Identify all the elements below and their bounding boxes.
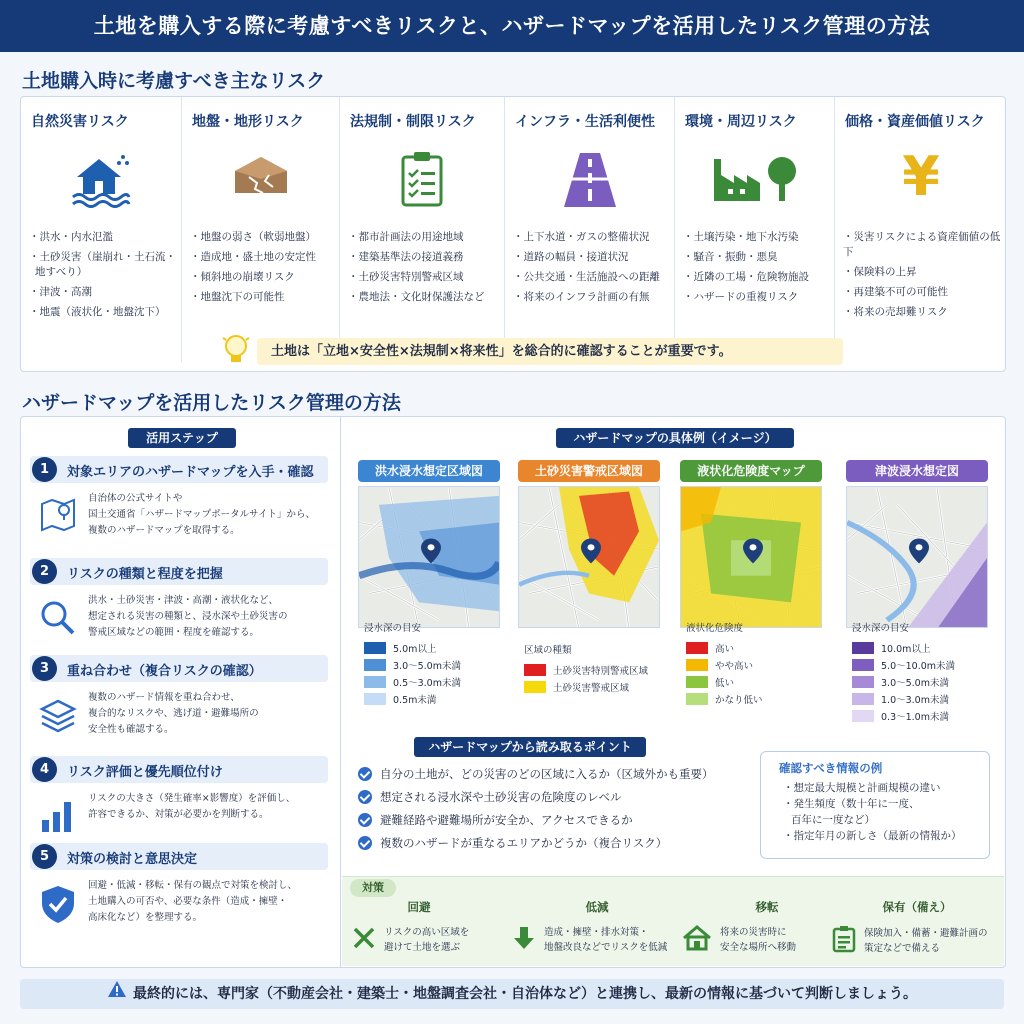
house-flood-icon — [69, 149, 133, 213]
legend-label: 0.5〜3.0m未満 — [393, 677, 461, 689]
legend-row — [686, 673, 826, 690]
measure-item — [832, 925, 988, 957]
measure-text-line: 保険加入・備蓄・避難計画の — [864, 928, 988, 939]
check-circle-icon — [358, 767, 372, 781]
risk-title: 自然災害リスク — [31, 114, 129, 130]
measure-text-line: 将来の災害時に — [720, 927, 787, 938]
step-card — [30, 655, 328, 750]
risk-column — [675, 97, 835, 362]
measure-text-line: 安全な場所へ移動 — [720, 942, 797, 953]
risk-list — [29, 230, 177, 325]
risk-item: ・再建築不可の可能性 — [843, 286, 948, 298]
legend-row — [364, 673, 504, 690]
risk-item: ・傾斜地の崩壊リスク — [190, 271, 295, 283]
step-title: 対策の検討と意思決定 — [67, 852, 198, 867]
section-divider — [340, 417, 341, 967]
legend-swatch — [852, 659, 874, 671]
map-title: 土砂災害警戒区域図 — [518, 460, 660, 482]
legend-row — [852, 690, 992, 707]
step-text-line: リスクの大きさ（発生確率×影響度）を評価し、 — [88, 793, 296, 804]
legend-row — [524, 678, 664, 695]
risk-title: 法規制・制限リスク — [350, 114, 476, 130]
magnifier-icon — [38, 598, 78, 642]
risk-item: ・津波・高潮 — [29, 286, 92, 298]
map-legend — [686, 620, 826, 707]
step-text-line: 複合的なリスクや、逃げ道・避難場所の — [88, 708, 259, 719]
measure-text-line: 避けて土地を選ぶ — [384, 942, 461, 953]
points-label: ハザードマップから読み取るポイント — [414, 737, 646, 757]
legend-swatch — [364, 642, 386, 654]
risk-item: ・地盤沈下の可能性 — [190, 291, 285, 303]
factory-tree-icon — [710, 149, 800, 213]
legend-title: 浸水深の目安 — [852, 623, 910, 634]
legend-swatch — [364, 659, 386, 671]
map-pin-icon — [38, 496, 78, 536]
risk-list — [683, 230, 830, 310]
map-legend — [524, 642, 664, 695]
risk-column — [505, 97, 675, 362]
legend-row — [686, 656, 826, 673]
legend-swatch — [686, 642, 708, 654]
lightbulb-icon — [221, 332, 251, 374]
legend-swatch — [852, 693, 874, 705]
step-text-line: 警戒区域などの範囲・程度を確認する。 — [88, 627, 260, 638]
legend-label: 3.0〜5.0m未満 — [881, 677, 949, 689]
steps-label: 活用ステップ — [128, 428, 236, 448]
risk-title: 価格・資産価値リスク — [845, 114, 985, 130]
legend-row — [524, 661, 664, 678]
layers-icon — [38, 695, 78, 739]
measure-item — [682, 925, 796, 955]
legend-row — [364, 656, 504, 673]
hazard-map-image — [518, 486, 660, 628]
measure-text-line: 策定などで備える — [864, 943, 941, 954]
legend-swatch — [686, 693, 708, 705]
measure-title: 保有（備え） — [882, 900, 952, 914]
hazard-map-image — [358, 486, 500, 628]
legend-label: 0.5m未満 — [393, 694, 437, 706]
legend-row — [686, 639, 826, 656]
legend-title: 浸水深の目安 — [364, 623, 422, 634]
check-circle-icon — [358, 813, 372, 827]
map-title: 津波浸水想定図 — [846, 460, 988, 482]
step-number: 2 — [32, 559, 57, 584]
hazard-map-image — [680, 486, 822, 628]
legend-swatch — [852, 710, 874, 722]
risk-title: インフラ・生活利便性 — [515, 114, 655, 130]
risk-item: ・ハザードの重複リスク — [683, 291, 799, 303]
confirm-item: ・指定年月の新しさ（最新の情報か） — [783, 830, 962, 842]
step-text-line: 自治体の公式サイトや — [88, 493, 183, 504]
confirm-info-box — [760, 751, 990, 859]
cross-icon — [352, 926, 376, 954]
step-text-line: 許容できるか、対策が必要かを判断する。 — [88, 809, 269, 820]
risk-item: ・上下水道・ガスの整備状況 — [513, 231, 650, 243]
legend-row — [364, 690, 504, 707]
point-text: 自分の土地が、どの災害のどの区域に入るか（区域外かも重要） — [380, 767, 714, 781]
step-card — [30, 558, 328, 653]
confirm-item: ・発生頻度（数十年に一度、 — [783, 798, 920, 810]
step-number: 1 — [32, 457, 57, 482]
risk-item: ・地盤の弱さ（軟弱地盤） — [190, 231, 316, 243]
legend-label: 3.0〜5.0m未満 — [393, 660, 461, 672]
risk-column — [835, 97, 1007, 362]
warning-icon — [107, 979, 127, 1009]
legend-label: 10.0m以上 — [881, 643, 931, 655]
measures-panel — [342, 876, 1004, 966]
step-text-line: 想定される災害の種類と、浸水深や土砂災害の — [88, 611, 288, 622]
risk-item: ・地震（液状化・地盤沈下） — [29, 306, 166, 318]
legend-row — [852, 707, 992, 724]
risk-list — [843, 230, 1003, 325]
page-title: 土地を購入する際に考慮すべきリスクと、ハザードマップを活用したリスク管理の方法 — [0, 0, 1024, 52]
risk-item: ・都市計画法の用途地域 — [348, 231, 464, 243]
risk-list — [348, 230, 500, 310]
svg-text:¥: ¥ — [902, 149, 940, 205]
legend-label: 5.0m以上 — [393, 643, 437, 655]
bar-chart-icon — [38, 796, 78, 840]
footer-note — [20, 979, 1004, 1009]
reading-point — [358, 835, 667, 851]
step-title: 対象エリアのハザードマップを入手・確認 — [67, 465, 314, 480]
legend-label: 5.0〜10.0m未満 — [881, 660, 956, 672]
risk-item: ・将来の売却難リスク — [843, 306, 948, 318]
measures-badge: 対策 — [350, 879, 396, 897]
risk-item: ・公共交通・生活施設への距離 — [513, 271, 660, 283]
risk-item: ・農地法・文化財保護法など — [348, 291, 485, 303]
risk-item: 地すべり） — [35, 266, 88, 278]
confirm-title: 確認すべき情報の例 — [779, 761, 883, 775]
reading-point — [358, 766, 714, 782]
risk-column — [182, 97, 340, 362]
measure-title: 移転 — [755, 900, 779, 914]
step-number: 5 — [32, 844, 57, 869]
confirm-item: 百年に一度など） — [791, 814, 875, 826]
legend-swatch — [364, 693, 386, 705]
legend-label: 土砂災害特別警戒区域 — [553, 665, 649, 677]
risk-item: ・道路の幅員・接道状況 — [513, 251, 629, 263]
step-title: リスク評価と優先順位付け — [67, 765, 223, 780]
map-title: 洪水浸水想定区域図 — [358, 460, 500, 482]
map-title: 液状化危険度マップ — [680, 460, 822, 482]
clipboard-checklist-icon — [397, 149, 447, 213]
measure-item — [512, 925, 667, 955]
road-icon — [560, 149, 620, 213]
risk-list — [513, 230, 670, 310]
down-arrow-icon — [512, 925, 536, 955]
measure-title: 低減 — [585, 900, 609, 914]
step-card — [30, 843, 328, 938]
risk-item: ・造成地・盛土地の安定性 — [190, 251, 316, 263]
legend-row — [852, 673, 992, 690]
house-icon — [682, 925, 712, 955]
risk-item: ・建築基準法の接道義務 — [348, 251, 464, 263]
risk-title: 環境・周辺リスク — [685, 114, 797, 130]
legend-label: やや高い — [715, 660, 754, 672]
confirm-item: ・想定最大規模と計画規模の違い — [783, 782, 941, 794]
measure-text-line: 地盤改良などでリスクを低減 — [544, 942, 668, 953]
legend-swatch — [852, 676, 874, 688]
legend-swatch — [524, 664, 546, 676]
step-text-line: 高床化など）を整理する。 — [88, 912, 203, 923]
risk-item: ・将来のインフラ計画の有無 — [513, 291, 650, 303]
check-circle-icon — [358, 790, 372, 804]
step-title: 重ね合わせ（複合リスクの確認） — [67, 664, 262, 679]
risks-section-title: 土地購入時に考慮すべき主なリスク — [22, 70, 326, 92]
point-text: 避難経路や避難場所が安全か、アクセスできるか — [380, 813, 633, 827]
legend-row — [852, 656, 992, 673]
risks-card — [20, 96, 1006, 372]
legend-label: 土砂災害警戒区域 — [553, 682, 630, 694]
step-card — [30, 456, 328, 551]
risk-column — [340, 97, 505, 362]
measure-text-line: 造成・擁壁・排水対策・ — [544, 927, 649, 938]
reading-point — [358, 812, 633, 828]
legend-swatch — [524, 681, 546, 693]
step-number: 4 — [32, 757, 57, 782]
footer-text: 最終的には、専門家（不動産会社・建築士・地盤調査会社・自治体など）と連携し、最新の情報に基づいて判断しましょう。 — [133, 986, 917, 1002]
map-legend — [852, 620, 992, 724]
point-text: 想定される浸水深や土砂災害の危険度のレベル — [380, 790, 622, 804]
measure-text-line: リスクの高い区域を — [384, 927, 470, 938]
step-text-line: 国土交通省「ハザードマップポータルサイト」から、 — [88, 509, 315, 520]
legend-label: 0.3〜1.0m未満 — [881, 711, 949, 723]
step-text-line: 回避・低減・移転・保有の観点で対策を検討し、 — [88, 880, 298, 891]
risk-column — [21, 97, 182, 362]
check-circle-icon — [358, 836, 372, 850]
risk-item: ・保険料の上昇 — [843, 266, 917, 278]
step-title: リスクの種類と程度を把握 — [67, 567, 223, 582]
legend-label: 高い — [715, 643, 735, 655]
maps-label: ハザードマップの具体例（イメージ） — [556, 428, 794, 448]
step-text-line: 安全性も確認する。 — [88, 724, 174, 735]
legend-label: 低い — [715, 677, 735, 689]
risk-item: ・近隣の工場・危険物施設 — [683, 271, 809, 283]
map-legend — [364, 620, 504, 707]
step-text-line: 洪水・土砂災害・津波・高潮・液状化など、 — [88, 595, 279, 606]
legend-row — [852, 639, 992, 656]
legend-row — [686, 690, 826, 707]
legend-label: かなり低い — [715, 694, 763, 706]
risk-item: ・土壌汚染・地下水汚染 — [683, 231, 799, 243]
legend-swatch — [852, 642, 874, 654]
shield-check-icon — [38, 883, 78, 929]
step-text-line: 複数のハザード情報を重ね合わせ、 — [88, 692, 240, 703]
hazard-section-title: ハザードマップを活用したリスク管理の方法 — [22, 392, 401, 414]
step-text-line: 土地購入の可否や、必要な条件（造成・擁壁・ — [88, 896, 288, 907]
checklist-icon — [832, 925, 856, 957]
risk-item: ・土砂災害（崖崩れ・土石流・ — [29, 251, 176, 263]
legend-swatch — [686, 659, 708, 671]
legend-swatch — [686, 676, 708, 688]
risk-item: ・土砂災害特別警戒区域 — [348, 271, 464, 283]
key-tip: 土地は「立地×安全性×法規制×将来性」を総合的に確認することが重要です。 — [257, 338, 843, 365]
legend-row — [364, 639, 504, 656]
risk-item: ・騒音・振動・悪臭 — [683, 251, 778, 263]
point-text: 複数のハザードが重なるエリアかどうか（複合リスク） — [380, 836, 668, 850]
legend-title: 液状化危険度 — [686, 623, 744, 634]
hazard-map-image — [846, 486, 988, 628]
step-number: 3 — [32, 656, 57, 681]
risk-item: ・洪水・内水氾濫 — [29, 231, 113, 243]
risk-item: ・災害リスクによる資産価値の低下 — [843, 231, 1001, 258]
step-card — [30, 756, 328, 851]
measure-title: 回避 — [407, 900, 431, 914]
step-text-line: 複数のハザードマップを取得する。 — [88, 525, 240, 536]
cracked-ground-icon — [229, 149, 293, 213]
risk-list — [190, 230, 335, 310]
reading-point — [358, 789, 622, 805]
measure-item — [352, 925, 469, 955]
risk-title: 地盤・地形リスク — [192, 114, 304, 130]
legend-swatch — [364, 676, 386, 688]
legend-title: 区域の種類 — [524, 645, 572, 656]
legend-label: 1.0〜3.0m未満 — [881, 694, 949, 706]
yen-icon — [896, 149, 946, 213]
